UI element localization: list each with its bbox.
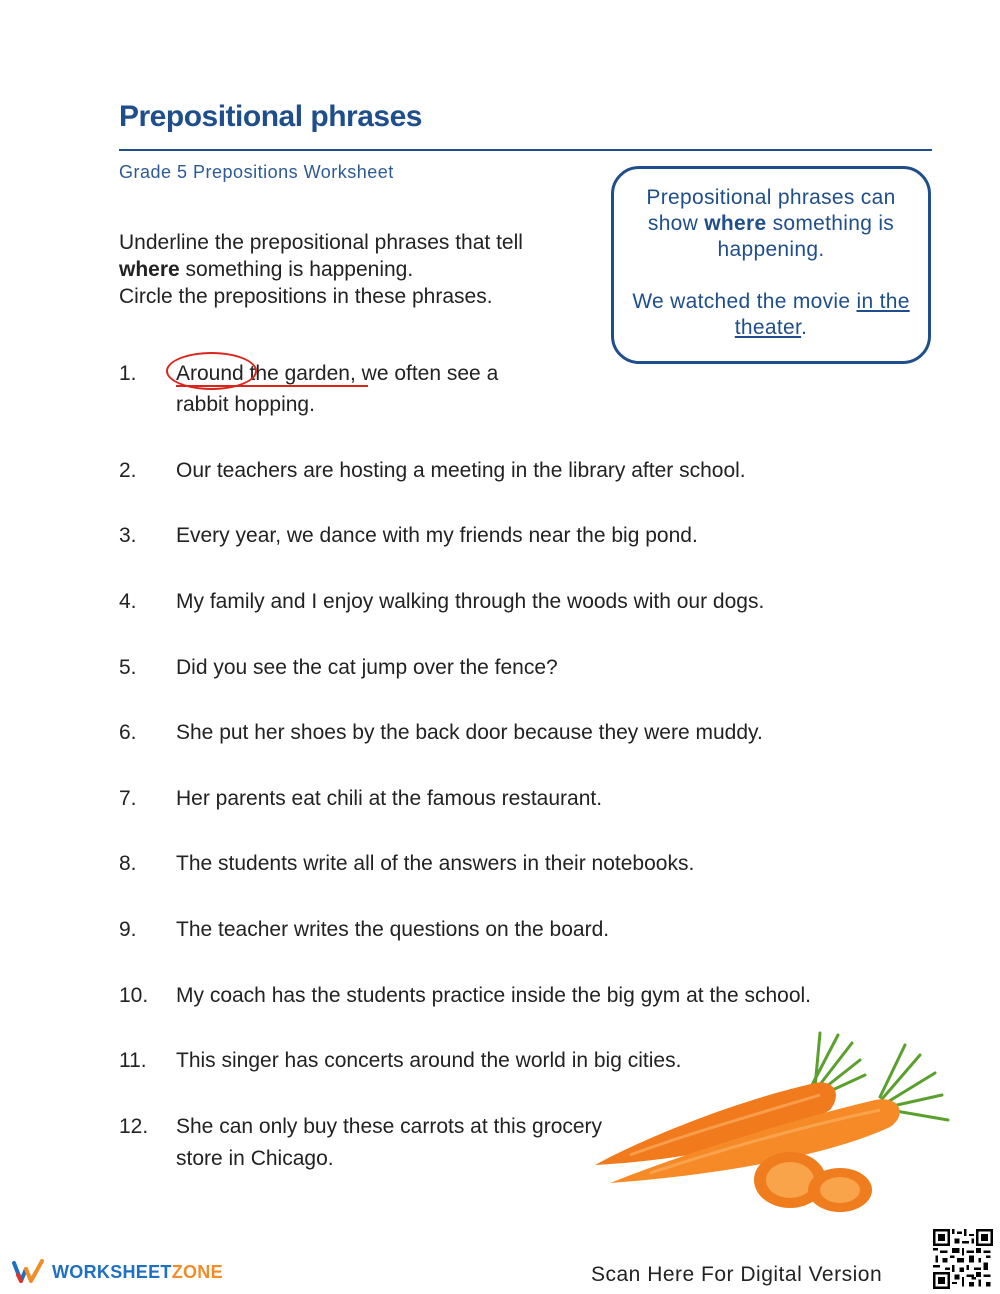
title-divider [119, 149, 932, 151]
sample-underline-annotation [176, 385, 368, 387]
callout-definition [628, 185, 914, 263]
brand-main: WORKSHEET [52, 1261, 172, 1282]
item-text: Our teachers are hosting a meeting in the library after school. [176, 459, 746, 482]
item-number: 9. [119, 918, 137, 941]
instructions-bold-word: where [119, 258, 180, 281]
page-title: Prepositional phrases [119, 100, 422, 133]
callout-text-before: Prepositional phrases can show [646, 186, 896, 235]
callout-example-before: We watched the movie [632, 290, 857, 313]
item-text: The students write all of the answers in their notebooks. [176, 852, 695, 875]
item-number: 12. [119, 1115, 149, 1138]
item-text: Her parents eat chili at the famous restaurant. [176, 787, 603, 810]
item-number: 1. [119, 362, 137, 385]
item-text: Did you see the cat jump over the fence? [176, 656, 558, 679]
item-text-line-2: rabbit hopping. [176, 393, 315, 416]
worksheet-subtitle: Grade 5 Prepositions Worksheet [119, 162, 394, 182]
item-number: 5. [119, 656, 137, 679]
instructions-line-1: Underline the prepositional phrases that tell [119, 231, 523, 254]
item-text: My coach has the students practice inside the big gym at the school. [176, 984, 812, 1007]
circled-preposition: Around [176, 362, 244, 385]
worksheet-zone-logo[interactable] [12, 1258, 223, 1286]
instructions-line-2 [119, 256, 523, 283]
brand-accent: ZONE [171, 1261, 223, 1282]
item-number: 3. [119, 524, 137, 547]
definition-callout-box [611, 166, 931, 364]
item-text-rest: , we often see a [349, 362, 499, 385]
item-number: 11. [119, 1049, 147, 1072]
item-number: 4. [119, 590, 137, 613]
callout-text-after: something is happening. [717, 212, 895, 261]
item-text: She can only buy these carrots at this grocery [176, 1115, 603, 1138]
item-text: Every year, we dance with my friends near the big pond. [176, 524, 698, 547]
instructions-line-2-rest: something is happening. [179, 258, 414, 281]
qr-code-icon[interactable] [933, 1229, 993, 1289]
item-text-line-2: store in Chicago. [176, 1147, 334, 1170]
instructions-line-3: Circle the prepositions in these phrases. [119, 285, 493, 308]
item-number: 2. [119, 459, 137, 482]
item-text: The teacher writes the questions on the board. [176, 918, 610, 941]
item-text: This singer has concerts around the world in big cities. [176, 1049, 682, 1072]
callout-example-after: . [801, 316, 808, 339]
item-number: 7. [119, 787, 137, 810]
callout-example-underlined: in the theater [734, 290, 910, 339]
item-text: She put her shoes by the back door because they were muddy. [176, 721, 763, 744]
worksheet-zone-logo-icon [12, 1259, 46, 1285]
callout-bold-word: where [704, 212, 767, 235]
item-number: 10. [119, 984, 149, 1007]
callout-example [628, 289, 914, 341]
brand-name [52, 1262, 223, 1283]
item-number: 6. [119, 721, 137, 744]
carrots-image [590, 1015, 960, 1225]
instructions [119, 229, 523, 310]
item-number: 8. [119, 852, 137, 875]
item-text: My family and I enjoy walking through the woods with our dogs. [176, 590, 765, 613]
underlined-phrase: the garden [243, 362, 350, 385]
scan-instruction: Scan Here For Digital Version [591, 1263, 883, 1286]
